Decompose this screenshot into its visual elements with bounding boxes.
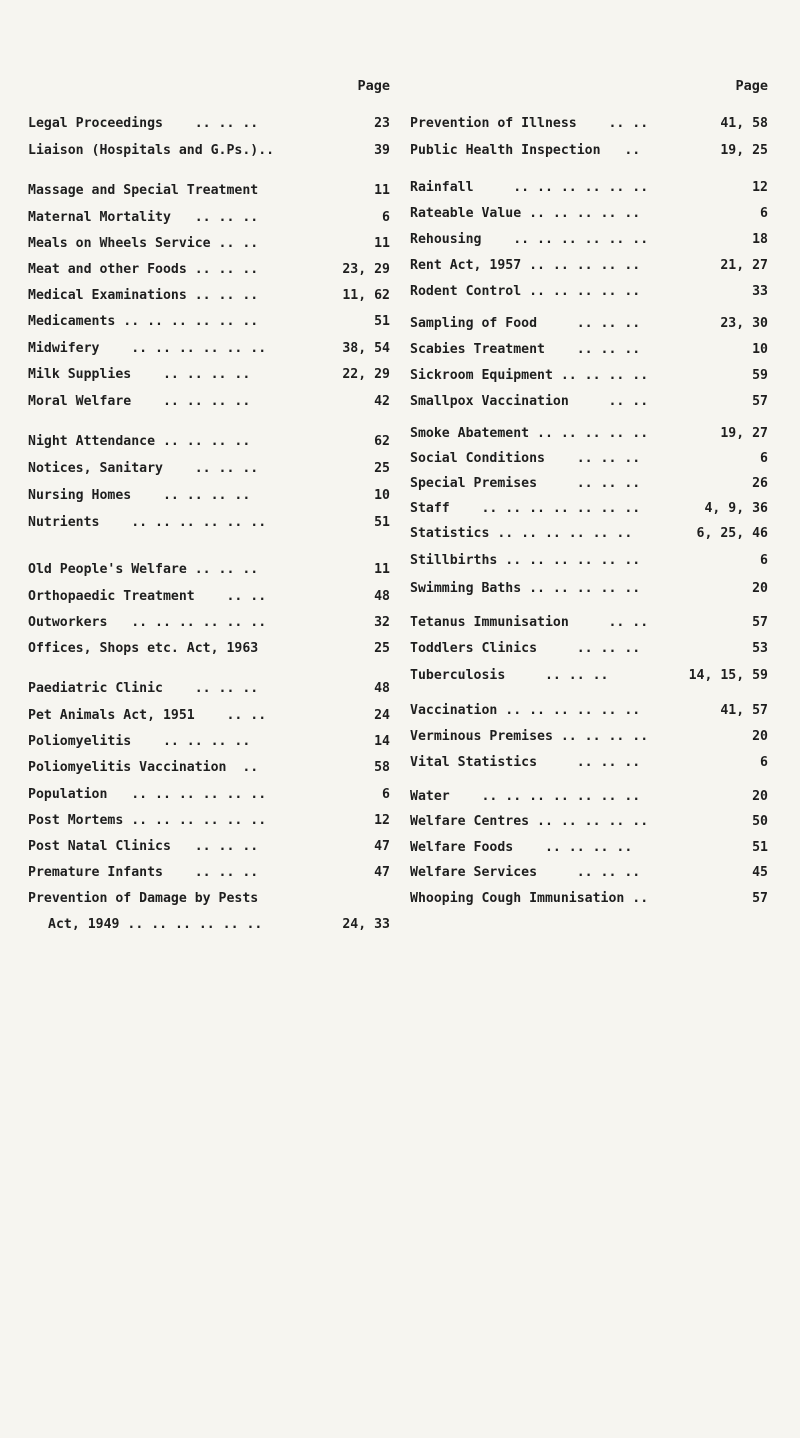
entry-label: Welfare Centres .. .. .. .. .. bbox=[410, 814, 649, 829]
entry-page: 25 bbox=[374, 461, 390, 476]
entry-label: Vaccination .. .. .. .. .. .. bbox=[410, 703, 641, 718]
entry-page: 24, 33 bbox=[342, 917, 390, 932]
entry-page: 23, 29 bbox=[342, 262, 390, 277]
entry-page: 51 bbox=[374, 515, 390, 530]
entry-label: Medical Examinations .. .. .. bbox=[28, 288, 259, 303]
entry-label: Massage and Special Treatment bbox=[28, 183, 259, 198]
entry-page: 57 bbox=[752, 615, 768, 630]
entry-label: Nursing Homes .. .. .. .. bbox=[28, 488, 251, 503]
entry-page: 62 bbox=[374, 434, 390, 449]
entry-label: Smoke Abatement .. .. .. .. .. bbox=[410, 426, 649, 441]
entry-page: 42 bbox=[374, 394, 390, 409]
entry-label: Maternal Mortality .. .. .. bbox=[28, 210, 259, 225]
entry-page: 48 bbox=[374, 589, 390, 604]
entry-page: 20 bbox=[752, 581, 768, 596]
entry-label: Offices, Shops etc. Act, 1963 bbox=[28, 641, 259, 656]
entry-page: 19, 25 bbox=[720, 143, 768, 158]
entry-page: 38, 54 bbox=[342, 341, 390, 356]
entry-label: Public Health Inspection .. bbox=[410, 143, 641, 158]
page-column-header: Page bbox=[357, 78, 390, 94]
entry-label: Vital Statistics .. .. .. bbox=[410, 755, 641, 770]
entry-label: Moral Welfare .. .. .. .. bbox=[28, 394, 251, 409]
entry-page: 53 bbox=[752, 641, 768, 656]
entry-page: 32 bbox=[374, 615, 390, 630]
entry-label: Whooping Cough Immunisation .. bbox=[410, 891, 649, 906]
entry-label: Rent Act, 1957 .. .. .. .. .. bbox=[410, 258, 641, 273]
entry-label: Sampling of Food .. .. .. bbox=[410, 316, 641, 331]
entry-label: Post Mortems .. .. .. .. .. .. bbox=[28, 813, 267, 828]
entry-page: 12 bbox=[374, 813, 390, 828]
entry-label: Verminous Premises .. .. .. .. bbox=[410, 729, 649, 744]
entry-page: 6 bbox=[760, 206, 768, 221]
entry-page: 6 bbox=[760, 451, 768, 466]
entry-page: 23, 30 bbox=[720, 316, 768, 331]
entry-label: Prevention of Illness .. .. bbox=[410, 116, 649, 131]
entry-page: 57 bbox=[752, 394, 768, 409]
page-column-header: Page bbox=[735, 78, 768, 94]
entry-label: Welfare Services .. .. .. bbox=[410, 865, 641, 880]
entry-page: 26 bbox=[752, 476, 768, 491]
entry-label: Water .. .. .. .. .. .. .. bbox=[410, 789, 641, 804]
entry-label: Night Attendance .. .. .. .. bbox=[28, 434, 251, 449]
entry-page: 19, 27 bbox=[720, 426, 768, 441]
entry-page: 11 bbox=[374, 183, 390, 198]
entry-label: Toddlers Clinics .. .. .. bbox=[410, 641, 641, 656]
entry-page: 20 bbox=[752, 729, 768, 744]
entry-page: 11 bbox=[374, 562, 390, 577]
entry-page: 51 bbox=[752, 840, 768, 855]
entry-page: 41, 57 bbox=[720, 703, 768, 718]
entry-label: Population .. .. .. .. .. .. bbox=[28, 787, 267, 802]
entry-page: 48 bbox=[374, 681, 390, 696]
entry-label: Smallpox Vaccination .. .. bbox=[410, 394, 649, 409]
entry-page: 6, 25, 46 bbox=[696, 526, 768, 541]
entry-label: Statistics .. .. .. .. .. .. bbox=[410, 526, 633, 541]
entry-label: Outworkers .. .. .. .. .. .. bbox=[28, 615, 267, 630]
entry-page: 20 bbox=[752, 789, 768, 804]
entry-label: Legal Proceedings .. .. .. bbox=[28, 116, 259, 131]
entry-label: Orthopaedic Treatment .. .. bbox=[28, 589, 267, 604]
entry-label: Poliomyelitis .. .. .. .. bbox=[28, 734, 251, 749]
entry-label: Rehousing .. .. .. .. .. .. bbox=[410, 232, 649, 247]
entry-label: Meat and other Foods .. .. .. bbox=[28, 262, 259, 277]
entry-page: 4, 9, 36 bbox=[704, 501, 768, 516]
entry-label: Paediatric Clinic .. .. .. bbox=[28, 681, 259, 696]
entry-label: Welfare Foods .. .. .. .. bbox=[410, 840, 633, 855]
entry-label: Tetanus Immunisation .. .. bbox=[410, 615, 649, 630]
entry-page: 51 bbox=[374, 314, 390, 329]
entry-label: Medicaments .. .. .. .. .. .. bbox=[28, 314, 259, 329]
entry-page: 6 bbox=[760, 553, 768, 568]
entry-label: Swimming Baths .. .. .. .. .. bbox=[410, 581, 641, 596]
entry-page: 6 bbox=[382, 787, 390, 802]
entry-label: Meals on Wheels Service .. .. bbox=[28, 236, 259, 251]
entry-label: Rainfall .. .. .. .. .. .. bbox=[410, 180, 649, 195]
entry-page: 23 bbox=[374, 116, 390, 131]
entry-page: 18 bbox=[752, 232, 768, 247]
entry-label: Special Premises .. .. .. bbox=[410, 476, 641, 491]
entry-label: Prevention of Damage by Pests bbox=[28, 891, 259, 906]
entry-label: Scabies Treatment .. .. .. bbox=[410, 342, 641, 357]
entry-label: Post Natal Clinics .. .. .. bbox=[28, 839, 259, 854]
entry-label: Rodent Control .. .. .. .. .. bbox=[410, 284, 641, 299]
entry-label: Poliomyelitis Vaccination .. bbox=[28, 760, 259, 775]
entry-page: 33 bbox=[752, 284, 768, 299]
entry-page: 6 bbox=[760, 755, 768, 770]
entry-label: Premature Infants .. .. .. bbox=[28, 865, 259, 880]
entry-label: Act, 1949 .. .. .. .. .. .. bbox=[48, 917, 263, 932]
entry-page: 11 bbox=[374, 236, 390, 251]
entry-page: 25 bbox=[374, 641, 390, 656]
entry-page: 21, 27 bbox=[720, 258, 768, 273]
entry-page: 47 bbox=[374, 865, 390, 880]
entry-page: 41, 58 bbox=[720, 116, 768, 131]
entry-label: Social Conditions .. .. .. bbox=[410, 451, 641, 466]
entry-label: Notices, Sanitary .. .. .. bbox=[28, 461, 259, 476]
entry-page: 12 bbox=[752, 180, 768, 195]
entry-page: 58 bbox=[374, 760, 390, 775]
entry-page: 10 bbox=[752, 342, 768, 357]
entry-label: Old People's Welfare .. .. .. bbox=[28, 562, 259, 577]
entry-page: 10 bbox=[374, 488, 390, 503]
entry-label: Liaison (Hospitals and G.Ps.).. bbox=[28, 143, 275, 158]
entry-label: Milk Supplies .. .. .. .. bbox=[28, 367, 251, 382]
entry-page: 39 bbox=[374, 143, 390, 158]
entry-page: 47 bbox=[374, 839, 390, 854]
entry-page: 45 bbox=[752, 865, 768, 880]
entry-label: Stillbirths .. .. .. .. .. .. bbox=[410, 553, 641, 568]
entry-page: 11, 62 bbox=[342, 288, 390, 303]
entry-label: Staff .. .. .. .. .. .. .. bbox=[410, 501, 641, 516]
entry-label: Sickroom Equipment .. .. .. .. bbox=[410, 368, 649, 383]
entry-page: 59 bbox=[752, 368, 768, 383]
entry-page: 50 bbox=[752, 814, 768, 829]
entry-label: Pet Animals Act, 1951 .. .. bbox=[28, 708, 267, 723]
entry-page: 14, 15, 59 bbox=[688, 668, 768, 683]
entry-page: 57 bbox=[752, 891, 768, 906]
entry-label: Nutrients .. .. .. .. .. .. bbox=[28, 515, 267, 530]
entry-page: 6 bbox=[382, 210, 390, 225]
entry-label: Tuberculosis .. .. .. bbox=[410, 668, 609, 683]
entry-label: Rateable Value .. .. .. .. .. bbox=[410, 206, 641, 221]
entry-page: 24 bbox=[374, 708, 390, 723]
entry-page: 22, 29 bbox=[342, 367, 390, 382]
entry-page: 14 bbox=[374, 734, 390, 749]
entry-label: Midwifery .. .. .. .. .. .. bbox=[28, 341, 267, 356]
